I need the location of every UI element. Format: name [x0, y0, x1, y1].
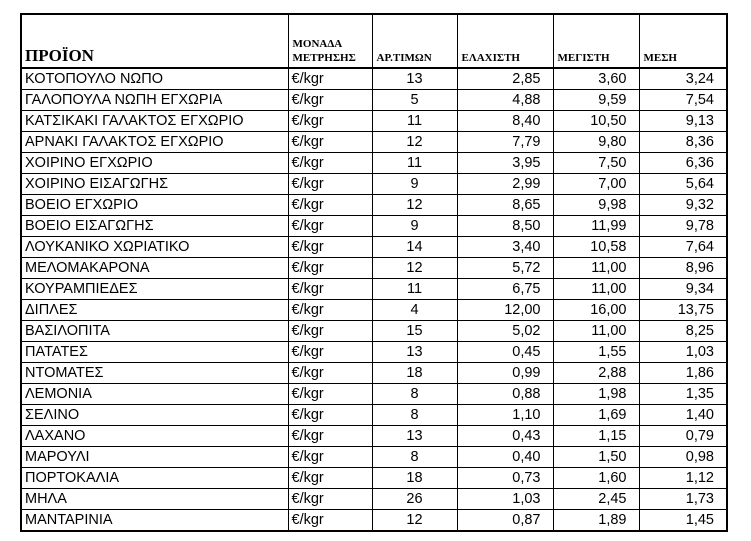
cell-avg: 7,64	[639, 237, 727, 258]
cell-product: ΝΤΟΜΑΤΕΣ	[21, 363, 288, 384]
cell-min: 7,79	[457, 132, 553, 153]
table-row	[21, 384, 727, 405]
cell-product: ΜΑΝΤΑΡΙΝΙΑ	[21, 510, 288, 532]
cell-min: 8,65	[457, 195, 553, 216]
table-row	[21, 153, 727, 174]
cell-count: 14	[372, 237, 457, 258]
cell-unit: €/kgr	[288, 363, 372, 384]
cell-unit: €/kgr	[288, 195, 372, 216]
table-header	[21, 14, 727, 68]
cell-min: 12,00	[457, 300, 553, 321]
cell-count: 26	[372, 489, 457, 510]
cell-max: 10,58	[553, 237, 639, 258]
table-row	[21, 405, 727, 426]
cell-avg: 1,03	[639, 342, 727, 363]
cell-count: 11	[372, 279, 457, 300]
table-row	[21, 90, 727, 111]
cell-product: ΑΡΝΑΚΙ ΓΑΛΑΚΤΟΣ ΕΓΧΩΡΙΟ	[21, 132, 288, 153]
cell-avg: 6,36	[639, 153, 727, 174]
cell-count: 12	[372, 132, 457, 153]
cell-min: 0,40	[457, 447, 553, 468]
cell-product: ΧΟΙΡΙΝΟ ΕΓΧΩΡΙΟ	[21, 153, 288, 174]
cell-min: 1,03	[457, 489, 553, 510]
cell-unit: €/kgr	[288, 237, 372, 258]
cell-product: ΧΟΙΡΙΝΟ ΕΙΣΑΓΩΓΗΣ	[21, 174, 288, 195]
cell-product: ΚΑΤΣΙΚΑΚΙ ΓΑΛΑΚΤΟΣ ΕΓΧΩΡΙΟ	[21, 111, 288, 132]
cell-max: 10,50	[553, 111, 639, 132]
cell-avg: 7,54	[639, 90, 727, 111]
cell-count: 15	[372, 321, 457, 342]
table-row	[21, 300, 727, 321]
header-min: ΕΛΑΧΙΣΤΗ	[457, 14, 553, 68]
cell-unit: €/kgr	[288, 510, 372, 532]
cell-avg: 9,78	[639, 216, 727, 237]
cell-min: 2,85	[457, 68, 553, 90]
cell-product: ΜΑΡΟΥΛΙ	[21, 447, 288, 468]
cell-unit: €/kgr	[288, 132, 372, 153]
cell-count: 9	[372, 216, 457, 237]
cell-unit: €/kgr	[288, 321, 372, 342]
cell-unit: €/kgr	[288, 300, 372, 321]
table-row	[21, 111, 727, 132]
cell-product: ΛΟΥΚΑΝΙΚΟ ΧΩΡΙΑΤΙΚΟ	[21, 237, 288, 258]
cell-count: 18	[372, 468, 457, 489]
table-row	[21, 468, 727, 489]
header-row	[21, 14, 727, 68]
cell-count: 12	[372, 195, 457, 216]
cell-product: ΛΕΜΟΝΙΑ	[21, 384, 288, 405]
cell-product: ΜΗΛΑ	[21, 489, 288, 510]
cell-unit: €/kgr	[288, 90, 372, 111]
table-row	[21, 195, 727, 216]
cell-count: 9	[372, 174, 457, 195]
table-row	[21, 447, 727, 468]
header-unit: ΜΟΝΑΔΑ ΜΕΤΡΗΣΗΣ	[288, 14, 372, 68]
header-count: ΑΡ.ΤΙΜΩΝ	[372, 14, 457, 68]
cell-avg: 8,96	[639, 258, 727, 279]
cell-min: 0,87	[457, 510, 553, 532]
cell-avg: 8,36	[639, 132, 727, 153]
table-row	[21, 68, 727, 90]
table-row	[21, 216, 727, 237]
cell-min: 1,10	[457, 405, 553, 426]
cell-product: ΔΙΠΛΕΣ	[21, 300, 288, 321]
table-row	[21, 258, 727, 279]
cell-min: 2,99	[457, 174, 553, 195]
cell-unit: €/kgr	[288, 258, 372, 279]
table-row	[21, 132, 727, 153]
cell-unit: €/kgr	[288, 384, 372, 405]
cell-count: 13	[372, 426, 457, 447]
cell-unit: €/kgr	[288, 174, 372, 195]
cell-avg: 13,75	[639, 300, 727, 321]
cell-count: 8	[372, 405, 457, 426]
cell-avg: 1,86	[639, 363, 727, 384]
header-product: ΠΡΟΪΟΝ	[21, 14, 288, 68]
table-row	[21, 510, 727, 532]
cell-avg: 9,32	[639, 195, 727, 216]
cell-max: 1,55	[553, 342, 639, 363]
cell-product: ΠΟΡΤΟΚΑΛΙΑ	[21, 468, 288, 489]
cell-count: 5	[372, 90, 457, 111]
cell-max: 7,00	[553, 174, 639, 195]
cell-count: 11	[372, 111, 457, 132]
cell-count: 13	[372, 68, 457, 90]
price-table	[20, 13, 728, 532]
cell-unit: €/kgr	[288, 111, 372, 132]
cell-unit: €/kgr	[288, 153, 372, 174]
cell-unit: €/kgr	[288, 279, 372, 300]
cell-avg: 0,79	[639, 426, 727, 447]
cell-max: 11,00	[553, 279, 639, 300]
cell-max: 11,99	[553, 216, 639, 237]
cell-product: ΜΕΛΟΜΑΚΑΡΟΝΑ	[21, 258, 288, 279]
cell-min: 0,43	[457, 426, 553, 447]
cell-unit: €/kgr	[288, 489, 372, 510]
cell-max: 9,98	[553, 195, 639, 216]
table-row	[21, 174, 727, 195]
cell-unit: €/kgr	[288, 216, 372, 237]
cell-product: ΛΑΧΑΝΟ	[21, 426, 288, 447]
cell-max: 1,98	[553, 384, 639, 405]
cell-unit: €/kgr	[288, 468, 372, 489]
cell-max: 1,69	[553, 405, 639, 426]
cell-count: 8	[372, 447, 457, 468]
cell-min: 0,45	[457, 342, 553, 363]
table-row	[21, 237, 727, 258]
cell-unit: €/kgr	[288, 426, 372, 447]
cell-count: 12	[372, 258, 457, 279]
cell-max: 16,00	[553, 300, 639, 321]
cell-avg: 9,34	[639, 279, 727, 300]
cell-avg: 1,12	[639, 468, 727, 489]
cell-product: ΠΑΤΑΤΕΣ	[21, 342, 288, 363]
cell-unit: €/kgr	[288, 68, 372, 90]
cell-max: 9,59	[553, 90, 639, 111]
cell-max: 11,00	[553, 258, 639, 279]
cell-max: 2,45	[553, 489, 639, 510]
cell-count: 12	[372, 510, 457, 532]
cell-max: 1,15	[553, 426, 639, 447]
table-body	[21, 68, 727, 531]
table-row	[21, 342, 727, 363]
table-row	[21, 363, 727, 384]
cell-avg: 1,40	[639, 405, 727, 426]
cell-count: 8	[372, 384, 457, 405]
cell-avg: 1,73	[639, 489, 727, 510]
header-avg: ΜΕΣΗ	[639, 14, 727, 68]
cell-min: 3,40	[457, 237, 553, 258]
cell-max: 7,50	[553, 153, 639, 174]
cell-avg: 8,25	[639, 321, 727, 342]
cell-max: 1,89	[553, 510, 639, 532]
table-row	[21, 279, 727, 300]
cell-max: 1,60	[553, 468, 639, 489]
cell-min: 8,50	[457, 216, 553, 237]
cell-product: ΚΟΤΟΠΟΥΛΟ ΝΩΠΟ	[21, 68, 288, 90]
cell-avg: 9,13	[639, 111, 727, 132]
cell-min: 8,40	[457, 111, 553, 132]
cell-max: 1,50	[553, 447, 639, 468]
table-row	[21, 321, 727, 342]
cell-max: 2,88	[553, 363, 639, 384]
cell-max: 3,60	[553, 68, 639, 90]
cell-max: 9,80	[553, 132, 639, 153]
cell-min: 0,88	[457, 384, 553, 405]
cell-min: 6,75	[457, 279, 553, 300]
cell-unit: €/kgr	[288, 342, 372, 363]
cell-avg: 3,24	[639, 68, 727, 90]
cell-unit: €/kgr	[288, 447, 372, 468]
cell-product: ΒΑΣΙΛΟΠΙΤΑ	[21, 321, 288, 342]
cell-min: 3,95	[457, 153, 553, 174]
cell-count: 13	[372, 342, 457, 363]
cell-avg: 1,45	[639, 510, 727, 532]
cell-product: ΚΟΥΡΑΜΠΙΕΔΕΣ	[21, 279, 288, 300]
cell-avg: 1,35	[639, 384, 727, 405]
cell-product: ΒΟΕΙΟ ΕΓΧΩΡΙΟ	[21, 195, 288, 216]
cell-avg: 5,64	[639, 174, 727, 195]
cell-unit: €/kgr	[288, 405, 372, 426]
cell-product: ΒΟΕΙΟ ΕΙΣΑΓΩΓΗΣ	[21, 216, 288, 237]
cell-product: ΓΑΛΟΠΟΥΛΑ ΝΩΠΗ ΕΓΧΩΡΙΑ	[21, 90, 288, 111]
table-row	[21, 426, 727, 447]
cell-count: 4	[372, 300, 457, 321]
cell-product: ΣΕΛΙΝΟ	[21, 405, 288, 426]
cell-count: 18	[372, 363, 457, 384]
cell-min: 4,88	[457, 90, 553, 111]
cell-avg: 0,98	[639, 447, 727, 468]
cell-min: 5,02	[457, 321, 553, 342]
cell-count: 11	[372, 153, 457, 174]
cell-min: 5,72	[457, 258, 553, 279]
cell-min: 0,73	[457, 468, 553, 489]
header-max: ΜΕΓΙΣΤΗ	[553, 14, 639, 68]
cell-max: 11,00	[553, 321, 639, 342]
table-row	[21, 489, 727, 510]
cell-min: 0,99	[457, 363, 553, 384]
